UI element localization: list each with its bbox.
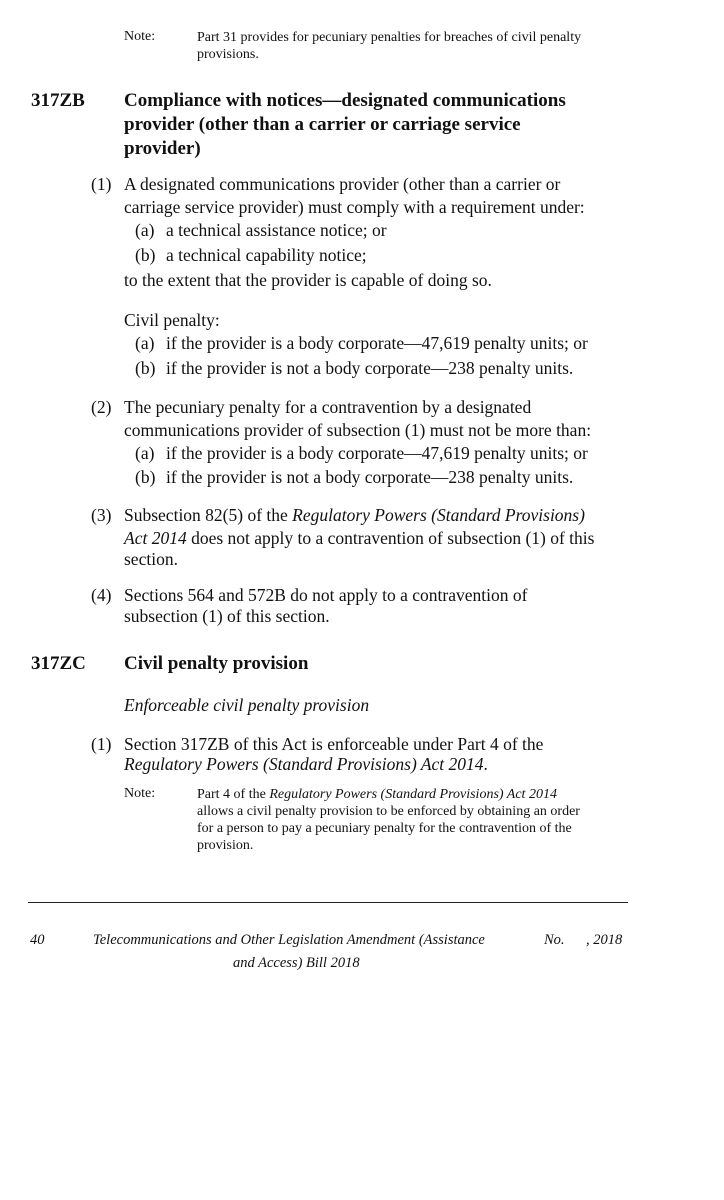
subsection-1-line-2: carriage service provider) must comply with a requirement under: bbox=[124, 197, 585, 217]
footer-rule bbox=[28, 902, 628, 903]
top-note-line-2: provisions. bbox=[197, 47, 259, 62]
section-317zc-period: . bbox=[483, 754, 488, 774]
civil-penalty-label: Civil penalty: bbox=[124, 310, 220, 330]
penalty-item-b-label: (b) bbox=[135, 358, 156, 378]
subsection-1-item-a-text: a technical assistance notice; or bbox=[166, 220, 387, 240]
subsection-3-line-1-text: Subsection 82(5) of the bbox=[124, 505, 293, 525]
subsection-4-line-2: subsection (1) of this section. bbox=[124, 606, 330, 626]
section-317zc-note-act-name: Regulatory Powers (Standard Provisions) Act 2014 bbox=[269, 787, 557, 802]
subsection-4-line-1: Sections 564 and 572B do not apply to a contravention of bbox=[124, 585, 528, 605]
section-317zc-subsection-1-line-1: Section 317ZB of this Act is enforceable under Part 4 of the bbox=[124, 734, 544, 754]
subsection-2-line-1: The pecuniary penalty for a contravention by a designated bbox=[124, 397, 532, 417]
subsection-2-item-a-label: (a) bbox=[135, 443, 155, 463]
subsection-3-act-name: Regulatory Powers (Standard Provisions) bbox=[292, 505, 585, 525]
footer-title-line-1: Telecommunications and Other Legislation Amendment (Assistance bbox=[93, 932, 485, 948]
subsection-2-item-b-label: (b) bbox=[135, 467, 156, 487]
subsection-2-line-2: communications provider of subsection (1) must not be more than: bbox=[124, 420, 592, 440]
footer-title-line-2: and Access) Bill 2018 bbox=[233, 955, 360, 971]
section-317zc-subheading: Enforceable civil penalty provision bbox=[124, 695, 370, 715]
subsection-2-number: (2) bbox=[91, 397, 112, 417]
penalty-item-b-text: if the provider is not a body corporate—238 penalty units. bbox=[166, 358, 574, 378]
section-317zc-note-line-3: for a person to pay a pecuniary penalty for the contravention of the bbox=[197, 821, 572, 836]
subsection-1-item-b-text: a technical capability notice; bbox=[166, 245, 367, 265]
section-317zb-title-line-2: provider (other than a carrier or carriage service bbox=[124, 114, 521, 135]
penalty-item-a-label: (a) bbox=[135, 333, 155, 353]
subsection-4-number: (4) bbox=[91, 585, 112, 605]
section-317zc-note-line-4: provision. bbox=[197, 838, 254, 853]
subsection-3-number: (3) bbox=[91, 505, 112, 525]
top-note-line-1: Part 31 provides for pecuniary penalties for breaches of civil penalty bbox=[197, 30, 582, 45]
subsection-1-tail: to the extent that the provider is capable of doing so. bbox=[124, 270, 492, 290]
section-317zc-note-line-1-text: Part 4 of the bbox=[197, 787, 270, 802]
section-317zc-title: Civil penalty provision bbox=[124, 653, 309, 674]
section-317zc-act-name: Regulatory Powers (Standard Provisions) Act 2014 bbox=[124, 754, 484, 774]
footer-page-number: 40 bbox=[30, 932, 45, 948]
footer-year: , 2018 bbox=[586, 932, 623, 948]
footer-no-label: No. bbox=[544, 932, 565, 948]
subsection-1-number: (1) bbox=[91, 174, 112, 194]
subsection-3-act-year: Act 2014 bbox=[124, 528, 187, 548]
subsection-3-line-2 bbox=[124, 527, 594, 550]
top-note-label: Note: bbox=[124, 29, 156, 44]
section-317zb-title-line-1: Compliance with notices—designated communications bbox=[124, 90, 566, 111]
subsection-2-item-a-text: if the provider is a body corporate—47,619 penalty units; or bbox=[166, 443, 588, 463]
section-317zc-subsection-1-number: (1) bbox=[91, 734, 112, 754]
section-317zc-subsection-1-line-2 bbox=[124, 753, 488, 776]
section-317zc-number: 317ZC bbox=[31, 653, 86, 674]
penalty-item-a-text: if the provider is a body corporate—47,619 penalty units; or bbox=[166, 333, 588, 353]
section-317zc-note-line-1 bbox=[197, 786, 557, 804]
subsection-1-item-a-label: (a) bbox=[135, 220, 155, 240]
subsection-1-item-b-label: (b) bbox=[135, 245, 156, 265]
section-317zb-number: 317ZB bbox=[31, 90, 85, 111]
section-317zc-note-label: Note: bbox=[124, 786, 156, 801]
subsection-3-line-2-text: does not apply to a contravention of subsection (1) of this bbox=[186, 528, 595, 548]
subsection-3-line-1 bbox=[124, 504, 585, 527]
section-317zb-title-line-3: provider) bbox=[124, 138, 201, 159]
subsection-3-line-3: section. bbox=[124, 549, 178, 569]
subsection-1-line-1: A designated communications provider (other than a carrier or bbox=[124, 174, 561, 194]
subsection-2-item-b-text: if the provider is not a body corporate—238 penalty units. bbox=[166, 467, 574, 487]
section-317zc-note-line-2: allows a civil penalty provision to be enforced by obtaining an order bbox=[197, 804, 580, 819]
